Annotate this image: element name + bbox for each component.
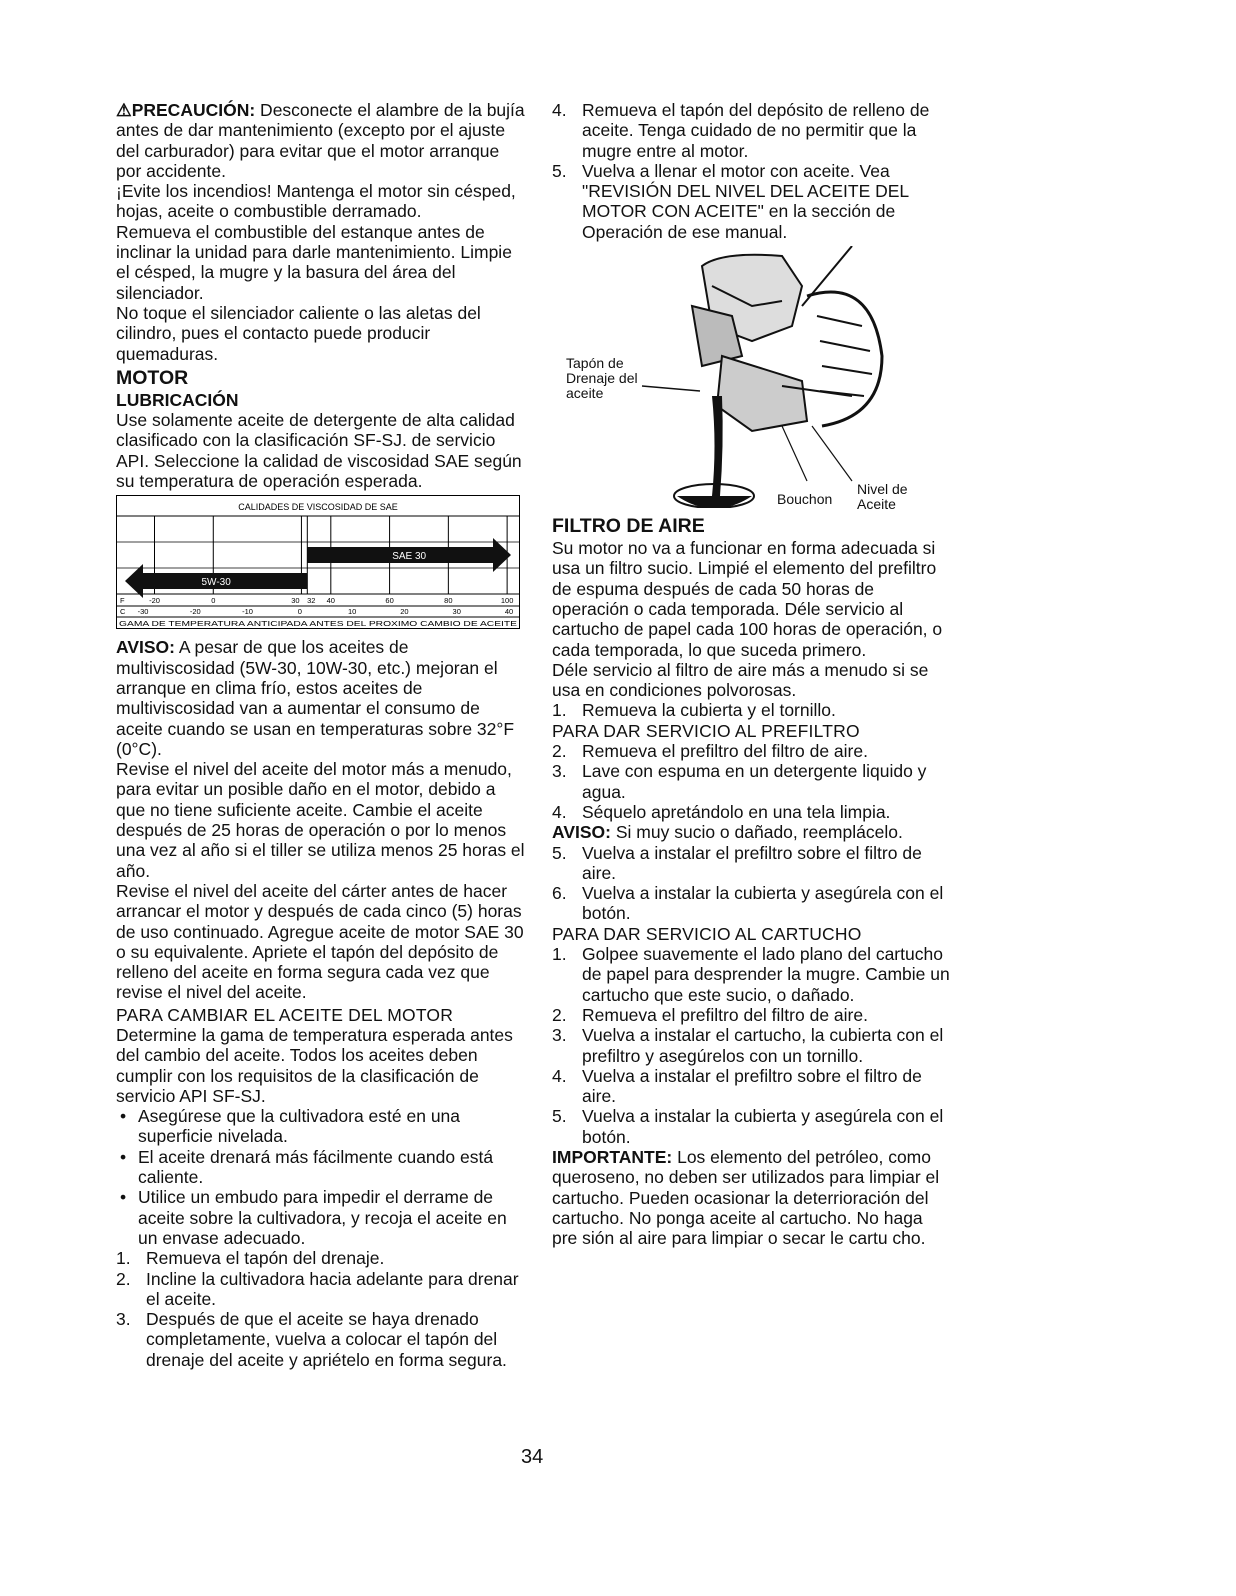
tick-label: 40 [326, 596, 335, 606]
step-item: 3. Vuelva a instalar el cartucho, la cubierta con el prefiltro y asegúrelos con un tornillo. [552, 1025, 944, 1066]
step-item: 5. Vuelva a instalar el prefiltro sobre el filtro de aire. [552, 842, 922, 883]
tick-label: -20 [189, 607, 201, 617]
axis-unit-label: F [120, 596, 125, 606]
chart-footer: GAMA DE TEMPERATURA ANTICIPADA ANTES DEL PROXIMO CAMBIO DE ACEITE [119, 621, 518, 629]
lubrication-heading: LUBRICACIÓN [116, 389, 239, 410]
tick-label: 80 [444, 596, 453, 606]
tick-label: -30 [137, 607, 149, 617]
air-filter-heading: FILTRO DE AIRE [552, 515, 705, 538]
step-item: 2. Remueva el prefiltro del filtro de aire. [552, 741, 868, 762]
bar-label: 5W-30 [201, 577, 231, 589]
oil-level-label: Nivel de Aceite [857, 481, 908, 513]
step-item: 1. Remueva el tapón del drenaje. [116, 1248, 385, 1269]
step-item: 2. Incline la cultivadora hacia adelante para drenar el aceite. [116, 1268, 519, 1309]
change-oil-heading: PARA CAMBIAR EL ACEITE DEL MOTOR [116, 1004, 454, 1025]
step-item: 4. Vuelva a instalar el prefiltro sobre el filtro de aire. [552, 1065, 922, 1107]
importante-paragraph [552, 1147, 950, 1248]
step-item: 2. Remueva el prefiltro del filtro de aire. [552, 1004, 868, 1025]
step-item: 6. Vuelva a instalar la cubierta y asegúrela con el botón. [552, 883, 944, 924]
tick-label: 60 [385, 596, 394, 606]
bullet-item: • El aceite drenará más fácilmente cuando está caliente. [120, 1146, 494, 1188]
tick-label: -10 [242, 607, 253, 617]
air-filter-text-2: Déle servicio al filtro de aire más a menudo si se usa en condiciones polvorosas. [552, 659, 929, 701]
aviso2-label: AVISO: [552, 822, 611, 843]
refill-steps [552, 100, 950, 242]
bullet-item: • Asegúrese que la cultivadora esté en una superficie nivelada. [120, 1106, 461, 1147]
tick-label: 100 [500, 596, 514, 606]
step-item: 1. Golpee suavemente el lado plano del cartucho de papel para desprender la mugre. Cambie un cartucho que este sucio, o dañado. [552, 944, 950, 1005]
step-item: 5. Vuelva a instalar la cubierta y asegúrela con el botón. [552, 1106, 944, 1147]
caution-p3: Remueva el combustible del estanque antes de inclinar la unidad para darle mantenimiento. Limpie el césped, la mugre y la basura del área del silenciador. [116, 221, 512, 303]
step-item: 4. Remueva el tapón del depósito de relleno de aceite. Tenga cuidado de no permitir que la mugre entre al motor. [552, 100, 930, 161]
cartridge-steps [552, 944, 950, 1147]
prefilter-steps [552, 741, 950, 822]
tick-label: 0 [297, 607, 302, 617]
page-number: 34 [521, 1446, 544, 1468]
step-item: 4. Séquelo apretándolo en una tela limpia. [552, 801, 891, 822]
viscosity-bar [125, 564, 307, 598]
filter-step-1: 1. Remueva la cubierta y el tornillo. [552, 700, 836, 721]
revise-paragraph-1: Revise el nivel del aceite del motor más a menudo, para evitar un posible daño en el motor, debido a que no tiene suficiente aceite. Cambie el aceite después de 25 horas de operación o por lo menos una vez al año si el tiller se utiliza menos 25 horas el año. [116, 759, 525, 881]
tick-label: 40 [504, 607, 514, 617]
motor-heading: MOTOR [116, 366, 189, 389]
tick-label: -20 [149, 596, 160, 606]
aviso2-paragraph [552, 822, 950, 842]
step-item: 5. Vuelva a llenar el motor con aceite. Vea "REVISIÓN DEL NIVEL DEL ACEITE DEL MOTOR CON ACEITE" en la sección de Operación de ese manual. [552, 160, 909, 242]
caution-label: PRECAUCIÓN: [131, 100, 256, 120]
bullet-item: • Utilice un embudo para impedir el derrame de aceite sobre la cultivadora, y recoja el aceite en un envase adecuado. [120, 1187, 507, 1248]
aviso-paragraph [116, 637, 528, 759]
left-column [116, 100, 528, 1370]
caution-p4: No toque el silenciador caliente o las aletas del cilindro, pues el contacto puede producir quemaduras. [116, 302, 481, 364]
bar-label: SAE 30 [392, 551, 427, 563]
tick-label: 30 [452, 607, 461, 617]
drain-plug-label: Tapón de Drenaje del aceite [566, 355, 638, 402]
cartridge-heading: PARA DAR SERVICIO AL CARTUCHO [552, 923, 862, 944]
change-oil-bullets [116, 1106, 528, 1248]
chart-title: CALIDADES DE VISCOSIDAD DE SAE [238, 502, 398, 513]
lubrication-text: Use solamente aceite de detergente de alta calidad clasificado con la clasificación SF-SJ. de servicio API. Seleccione la calidad de viscosidad SAE según su temperatura de operación esperada. [116, 410, 522, 492]
importante-label: IMPORTANTE: [552, 1146, 673, 1167]
caution-paragraph [116, 100, 528, 181]
change-oil-steps [116, 1248, 528, 1370]
warning-icon: ⚠ [116, 100, 132, 120]
caution-text: Desconecte el alambre de la bujía antes de dar mantenimiento (excepto por el ajuste del carburador) para evitar que el motor arranque por accidente. [116, 100, 525, 181]
air-filter-text: Su motor no va a funcionar en forma adecuada si usa un filtro sucio. Limpié el elemento del prefiltro de espuma después de cada 50 horas de operación o cada temporada. Déle servicio al cartucho de papel cada 100 horas de operación, o cada temporada, lo que suceda primero. [552, 538, 943, 660]
aviso-label: AVISO: [116, 637, 175, 658]
revise-paragraph-2: Revise el nivel del aceite del cárter antes de hacer arrancar el motor y después de cada cinco (5) horas de uso continuado. Agregue aceite de motor SAE 30 o su equivalente. Apriete el tapón del depósito de relleno del aceite en forma segura cada vez que revise el nivel del aceite. [116, 880, 524, 1003]
caution-p2: ¡Evite los incendios! Mantenga el motor sin césped, hojas, aceite o combustible derramado. [116, 181, 516, 222]
viscosity-bar [307, 538, 511, 572]
importante-text: Los elemento del petróleo, como queroseno, no deben ser utilizados para limpiar el cartucho. Pueden ocasionar la deterrioración del cartucho. No ponga aceite al cartucho. No haga pre sión al aire para limpiar o secar le cartu cho. [552, 1146, 940, 1249]
aviso-text: A pesar de que los aceites de multiviscosidad (5W-30, 10W-30, etc.) mejoran el arranque en clima frío, estos aceites de multiviscosidad van a aumentar el consumo de aceite cuando se usan en temperaturas sobre 32°F (0°C). [116, 637, 515, 759]
change-oil-text: Determine la gama de temperatura esperada antes del cambio del aceite. Todos los aceites deben cumplir con los requisitos de la clasificación de servicio API SF-SJ. [116, 1024, 513, 1106]
tick-label: 20 [400, 607, 409, 617]
tick-label: 32 [307, 596, 316, 606]
tick-label: 0 [211, 596, 216, 606]
drain-illustration [552, 246, 932, 513]
right-column [552, 100, 950, 1248]
step-item: 3. Después de que el aceite se haya drenado completamente, vuelva a colocar el tapón del drenaje del aceite y apriételo en forma segura. [116, 1309, 507, 1370]
viscosity-chart [116, 495, 520, 629]
aviso2-text: Si muy sucio o dañado, reemplácelo. [611, 822, 903, 843]
bouchon-label: Bouchon [777, 491, 833, 508]
viscosity-chart-svg [117, 496, 519, 628]
tick-label: 10 [347, 607, 357, 617]
axis-unit-label: C [120, 607, 126, 617]
prefilter-steps-2 [552, 843, 950, 924]
tick-label: 30 [291, 596, 300, 606]
step-item: 3. Lave con espuma en un detergente liquido y agua. [552, 761, 927, 802]
prefilter-heading: PARA DAR SERVICIO AL PREFILTRO [552, 720, 860, 741]
